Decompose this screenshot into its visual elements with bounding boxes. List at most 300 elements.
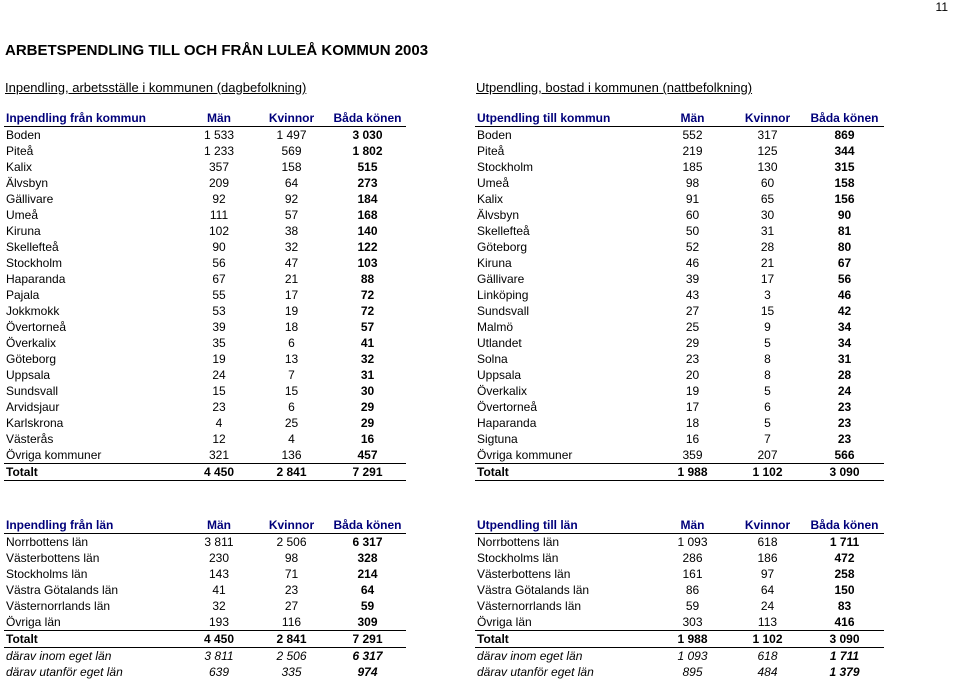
value-cell: 24 [760,598,775,613]
total-cell: 1 711 [805,648,884,665]
value-cell: 91 [685,191,700,206]
value-cell: 90 [212,239,226,254]
row-label: Inpendling från län [4,517,184,534]
table-row [475,431,884,447]
table-row [4,383,406,399]
value-cell: Män [184,110,254,127]
table-row [4,431,406,447]
value-cell: 484 [757,664,778,679]
table-row [4,271,406,287]
total-cell: 515 [357,159,378,174]
row-label: Överkalix [6,335,57,350]
table-row [475,534,884,551]
value-cell: 15 [284,383,299,398]
total-cell: 23 [837,399,852,414]
value-cell: 47 [284,255,299,270]
value-cell: 2 506 [276,534,307,549]
value-cell: 359 [682,447,703,462]
table-row [4,175,406,191]
table-row [4,223,406,239]
total-cell: 57 [360,319,375,334]
value-cell: 3 811 [204,534,234,549]
table-row [475,598,884,614]
total-cell: 3 030 [352,127,383,142]
value-cell: 1 102 [730,631,805,648]
table-row [475,159,884,175]
total-cell: 258 [834,566,855,581]
value-cell: 7 [288,367,295,382]
row-label: Sundsvall [6,383,59,398]
table-row [475,383,884,399]
value-cell: 39 [212,319,226,334]
value-cell: 4 [288,431,295,446]
value-cell: Kvinnor [730,517,805,534]
value-cell: 29 [685,335,700,350]
table-row [4,287,406,303]
table-header [475,110,884,127]
table-row [475,255,884,271]
row-label: Sundsvall [477,303,530,318]
value-cell: 2 506 [254,648,329,665]
value-cell: 136 [281,447,302,462]
row-label: Piteå [6,143,34,158]
value-cell: 31 [760,223,775,238]
total-cell: 80 [837,239,852,254]
row-label: Umeå [477,175,510,190]
value-cell: 30 [760,207,775,222]
total-cell: 34 [837,319,852,334]
subtotal-row [4,664,406,680]
row-label: Överkalix [477,383,528,398]
table-row [4,598,406,614]
value-cell: 207 [757,447,778,462]
row-label: Stockholm [6,255,63,270]
row-label: Solna [477,351,508,366]
table-row [4,534,406,551]
value-cell: 98 [284,550,299,565]
table-row [4,255,406,271]
table-row [475,127,884,144]
table-row [475,614,884,631]
value-cell: 335 [281,664,302,679]
subtotal-row [475,648,884,665]
table-row [4,351,406,367]
row-label: Övriga län [6,614,61,629]
row-label: Malmö [477,319,514,334]
value-cell: Kvinnor [254,517,329,534]
row-label: Övriga kommuner [477,447,573,462]
total-cell: 140 [357,223,378,238]
value-cell: 21 [760,255,775,270]
value-cell: 59 [685,598,700,613]
table-row [4,143,406,159]
value-cell: 639 [208,664,230,679]
row-label: Haparanda [477,415,537,430]
table-row [475,415,884,431]
value-cell: 569 [281,143,302,158]
value-cell: 35 [212,335,226,350]
value-cell: 321 [208,447,230,462]
value-cell: 3 811 [184,648,254,665]
value-cell: 357 [208,159,230,174]
total-cell: 31 [837,351,852,366]
value-cell: 4 450 [184,631,254,648]
value-cell: 97 [760,566,775,581]
total-cell: 83 [837,598,852,613]
row-label: Skellefteå [477,223,530,238]
value-cell: 52 [685,239,700,254]
value-cell: 219 [682,143,703,158]
table-row [475,319,884,335]
row-label: Göteborg [477,239,528,254]
value-cell: 23 [685,351,700,366]
value-cell: 6 [764,399,771,414]
value-cell: 12 [212,431,226,446]
value-cell: 98 [685,175,700,190]
table-row [475,582,884,598]
value-cell: 186 [757,550,778,565]
row-label: därav inom eget län [475,648,655,665]
value-cell: 19 [212,351,226,366]
value-cell: 67 [212,271,226,286]
total-cell: 472 [834,550,855,565]
row-label: Inpendling från kommun [4,110,184,127]
subtotal-row [4,648,406,665]
value-cell: Kvinnor [730,110,805,127]
row-label: Älvsbyn [477,207,520,222]
value-cell: 57 [284,207,299,222]
row-label: Västerbottens län [477,566,571,581]
row-label: Totalt [4,464,184,481]
total-cell: 566 [834,447,855,462]
value-cell: 161 [682,566,703,581]
row-label: Övriga kommuner [6,447,102,462]
total-cell: 150 [834,582,855,597]
table-row [475,175,884,191]
value-cell: 17 [685,399,700,414]
total-cell: 31 [360,367,375,382]
value-cell: 16 [685,431,700,446]
table-row [475,367,884,383]
value-cell: 32 [212,598,226,613]
table-row [475,287,884,303]
value-cell: 24 [212,367,226,382]
total-cell: 122 [357,239,378,254]
row-label: Piteå [477,143,505,158]
table-row [475,191,884,207]
value-cell: 143 [208,566,230,581]
value-cell: 2 841 [254,464,329,481]
value-cell: 39 [685,271,700,286]
value-cell: 27 [284,598,299,613]
total-cell: 184 [357,191,378,206]
table-row [475,303,884,319]
value-cell: 6 [288,399,295,414]
value-cell: 60 [760,175,775,190]
total-cell: 103 [357,255,378,270]
value-cell: 1 093 [677,534,708,549]
value-cell: 2 841 [254,631,329,648]
value-cell: 618 [757,534,778,549]
row-label: Skellefteå [6,239,59,254]
total-cell: 974 [357,664,378,679]
total-cell: 328 [357,550,378,565]
table-header [4,517,406,534]
value-cell: 102 [208,223,230,238]
row-label: Uppsala [477,367,522,382]
total-cell: 56 [837,271,852,286]
value-cell: 28 [760,239,775,254]
table-row [4,399,406,415]
total-cell: 869 [834,127,855,142]
value-cell: 65 [760,191,775,206]
total-row [4,631,406,648]
value-cell: 895 [682,664,703,679]
table-row [475,207,884,223]
value-cell: 1 233 [203,143,235,158]
value-cell: Män [655,110,730,127]
value-cell: 25 [685,319,700,334]
row-label: Västernorrlands län [477,598,582,613]
table-row [475,566,884,582]
value-cell: 19 [685,383,700,398]
value-cell: 92 [212,191,226,206]
total-cell: 72 [360,287,375,302]
total-cell: 30 [360,383,375,398]
value-cell: Män [184,517,254,534]
value-cell: 71 [284,566,299,581]
value-cell: 1 497 [276,127,307,142]
total-cell: Båda könen [329,110,406,127]
total-cell: 1 711 [829,534,860,549]
table-row [475,143,884,159]
value-cell: 111 [209,207,229,222]
value-cell: 209 [208,175,230,190]
row-label: därav utanför eget län [6,664,123,679]
value-cell: 21 [284,271,299,286]
utpendling-heading: Utpendling, bostad i kommunen (nattbefolkning) [476,80,753,95]
total-cell: 214 [357,566,378,581]
total-cell: 67 [837,255,852,270]
total-row [4,464,406,481]
row-label: Gällivare [477,271,525,286]
value-cell: 116 [281,614,302,629]
total-cell: 59 [360,598,375,613]
row-label: Västerås [6,431,54,446]
total-cell: Båda könen [805,517,884,534]
value-cell: 64 [760,582,775,597]
row-label: därav utanför eget län [477,664,594,679]
total-cell: 315 [834,159,855,174]
table-row [475,335,884,351]
total-cell: 1 802 [352,143,383,158]
row-label: Stockholms län [6,566,88,581]
table-header [4,110,406,127]
value-cell: 92 [284,191,299,206]
value-cell: 5 [764,335,771,350]
value-cell: 230 [208,550,230,565]
value-cell: 5 [764,415,771,430]
value-cell: 303 [682,614,703,629]
total-cell: 23 [837,431,852,446]
value-cell: 158 [281,159,302,174]
value-cell: 317 [757,127,778,142]
value-cell: 1 093 [655,648,730,665]
row-label: Utpendling till län [475,517,655,534]
value-cell: 55 [212,287,226,302]
row-label: Uppsala [6,367,51,382]
total-cell: 42 [837,303,852,318]
row-label: Västernorrlands län [6,598,111,613]
total-cell: Båda könen [805,110,884,127]
value-cell: 5 [764,383,771,398]
total-cell: 81 [837,223,852,238]
value-cell: 20 [685,367,700,382]
row-label: Utpendling till kommun [475,110,655,127]
table-row [475,399,884,415]
value-cell: 18 [284,319,299,334]
total-cell: 29 [360,399,375,414]
table-row [4,127,406,144]
row-label: Totalt [475,464,655,481]
in-kommun-table [4,110,406,481]
value-cell: 46 [685,255,700,270]
ut-kommun-table [475,110,884,481]
total-cell: 24 [837,383,852,398]
value-cell: 53 [212,303,226,318]
row-label: Kiruna [477,255,512,270]
page-title: ARBETSPENDLING TILL OCH FRÅN LULEÅ KOMMUN 2003 [5,42,429,59]
value-cell: 8 [764,367,771,382]
inpendling-heading: Inpendling, arbetsställe i kommunen (dagbefolkning) [5,80,307,95]
row-label: Jokkmokk [6,303,60,318]
value-cell: 4 [215,415,223,430]
value-cell: 15 [212,383,226,398]
total-cell: 158 [834,175,855,190]
table-row [4,415,406,431]
value-cell: Män [655,517,730,534]
value-cell: 1 102 [730,464,805,481]
value-cell: 50 [685,223,700,238]
row-label: Norrbottens län [477,534,560,549]
table-row [4,614,406,631]
total-cell: 7 291 [329,631,406,648]
row-label: Övertorneå [477,399,538,414]
row-label: därav inom eget län [4,648,184,665]
value-cell: 38 [284,223,299,238]
total-cell: 34 [837,335,852,350]
total-cell: Båda könen [329,517,406,534]
total-cell: 168 [357,207,378,222]
value-cell: 552 [682,127,703,142]
row-label: Älvsbyn [6,175,49,190]
value-cell: 27 [685,303,700,318]
row-label: Göteborg [6,351,57,366]
table-row [4,335,406,351]
value-cell: 185 [682,159,703,174]
table-row [4,447,406,464]
table-row [475,271,884,287]
total-cell: 156 [834,191,855,206]
total-cell: 6 317 [352,534,383,549]
total-cell: 41 [360,335,375,350]
value-cell: 618 [730,648,805,665]
row-label: Västra Götalands län [477,582,590,597]
value-cell: 4 450 [184,464,254,481]
page-number: 11 [935,0,948,14]
value-cell: 13 [284,351,299,366]
row-label: Totalt [475,631,655,648]
row-label: Kalix [477,191,504,206]
total-row [475,631,884,648]
row-label: Boden [477,127,512,142]
total-cell: 64 [360,582,375,597]
table-header [475,517,884,534]
row-label: Kalix [6,159,33,174]
row-label: Västra Götalands län [6,582,119,597]
value-cell: 60 [685,207,700,222]
row-label: Stockholm [477,159,534,174]
total-cell: 88 [360,271,375,286]
value-cell: 9 [764,319,771,334]
value-cell: Kvinnor [254,110,329,127]
row-label: Övriga län [477,614,532,629]
table-row [4,550,406,566]
value-cell: 15 [760,303,775,318]
row-label: Stockholms län [477,550,559,565]
value-cell: 64 [284,175,299,190]
total-cell: 1 379 [829,664,860,679]
table-row [4,239,406,255]
table-row [4,191,406,207]
value-cell: 43 [685,287,700,302]
value-cell: 1 533 [203,127,235,142]
value-cell: 18 [685,415,700,430]
table-row [475,223,884,239]
total-cell: 7 291 [329,464,406,481]
value-cell: 8 [764,351,771,366]
value-cell: 125 [757,143,778,158]
row-label: Karlskrona [6,415,64,430]
row-label: Pajala [6,287,40,302]
row-label: Kiruna [6,223,41,238]
table-row [475,239,884,255]
subtotal-row [475,664,884,680]
table-row [475,447,884,464]
table-row [4,207,406,223]
total-cell: 72 [360,303,375,318]
total-cell: 90 [837,207,852,222]
total-cell: 23 [837,415,852,430]
total-cell: 457 [357,447,378,462]
row-label: Övertorneå [6,319,67,334]
value-cell: 3 [764,287,771,302]
value-cell: 193 [208,614,230,629]
row-label: Utlandet [477,335,522,350]
value-cell: 23 [284,582,299,597]
total-cell: 273 [357,175,378,190]
value-cell: 25 [284,415,299,430]
value-cell: 1 988 [655,464,730,481]
total-cell: 28 [837,367,852,382]
total-cell: 3 090 [805,631,884,648]
value-cell: 286 [682,550,703,565]
row-label: Västerbottens län [6,550,100,565]
value-cell: 6 [288,335,295,350]
value-cell: 17 [760,271,775,286]
in-lan-table [4,517,406,680]
total-cell: 6 317 [329,648,406,665]
